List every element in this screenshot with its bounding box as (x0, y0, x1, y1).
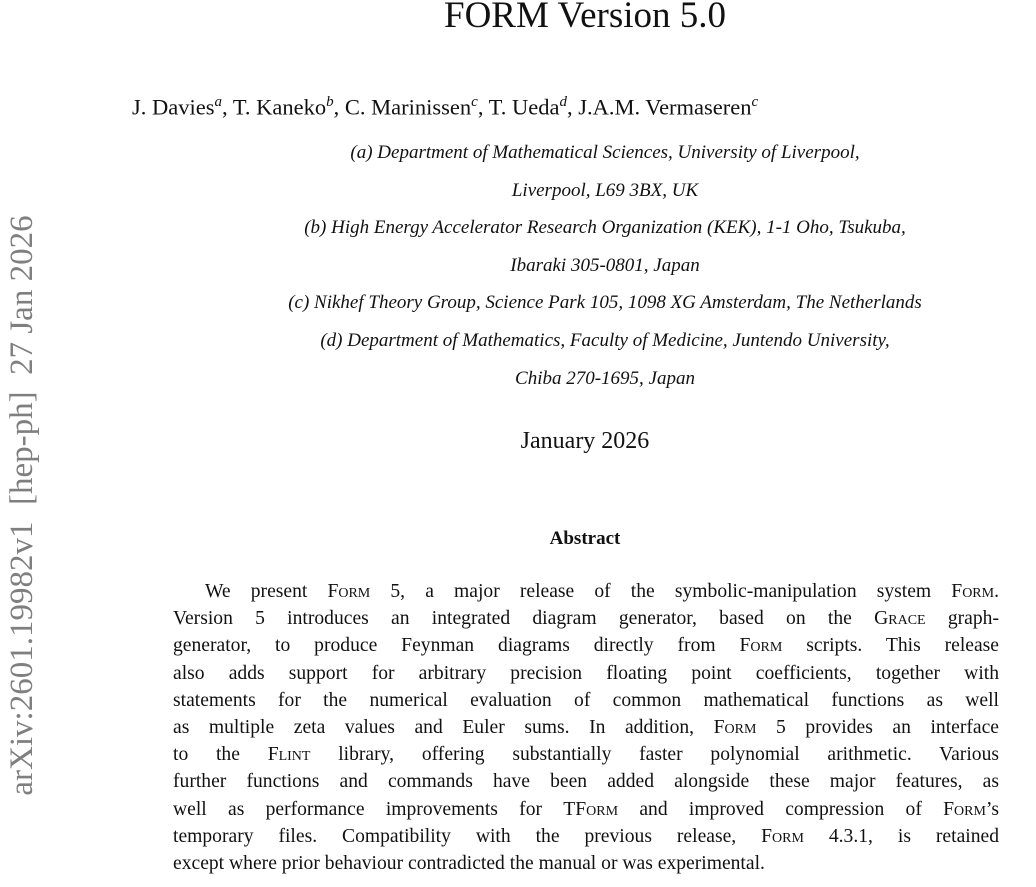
abstract-line: statements for the numerical evaluation of common mathematical functions as well (173, 689, 999, 711)
abstract-line: also adds support for arbitrary precision floating point coefficients, together with (173, 662, 999, 684)
paper-title: FORM Version 5.0 (444, 0, 726, 36)
affiliation-line: (a) Department of Mathematical Sciences, University of Liverpool, (350, 142, 860, 163)
software-name: Grace (874, 608, 926, 630)
abstract-body (173, 578, 999, 877)
software-name: Form (761, 825, 804, 847)
abstract-line: We present Form 5, a major release of the symbolic-manipulation system Form. (205, 581, 999, 602)
affiliation-line: Chiba 270-1695, Japan (515, 367, 695, 389)
affiliation-line: Liverpool, L69 3BX, UK (511, 179, 699, 201)
affiliations (120, 140, 1036, 403)
affiliation-line: (c) Nikhef Theory Group, Science Park 105, 1098 XG Amsterdam, The Netherlands (288, 292, 922, 314)
software-name: Flint (267, 744, 311, 766)
affiliation-line: Ibaraki 305-0801, Japan (510, 254, 700, 276)
abstract-line: to the Flint library, offering substantially faster polynomial arithmetic. Various (173, 744, 999, 766)
affiliation-marker: c (751, 94, 759, 110)
arxiv-identifier: arXiv:2601.19982v1 [hep-ph] 27 Jan 2026 (4, 215, 40, 796)
abstract-line: except where prior behaviour contradicted the manual or was experimental. (173, 852, 765, 874)
author: J. Davies (132, 94, 215, 120)
affiliation-line: (d) Department of Mathematics, Faculty of Medicine, Juntendo University, (320, 329, 890, 351)
author: C. Marinissen (344, 94, 472, 120)
software-name: Form (327, 581, 371, 602)
affiliation-marker: c (471, 94, 478, 110)
affiliation-marker: b (326, 94, 334, 110)
author: T. Ueda (488, 94, 560, 120)
abstract-heading: Abstract (549, 528, 621, 549)
abstract-line: further functions and commands have been added alongside these major features, as (173, 771, 999, 793)
abstract-line: generator, to produce Feynman diagrams directly from Form scripts. This release (173, 635, 999, 657)
software-name: Form (739, 635, 783, 657)
software-name: TForm (563, 798, 619, 820)
affiliation-line: (b) High Energy Accelerator Research Organization (KEK), 1-1 Oho, Tsukuba, (304, 217, 906, 239)
software-name: Form (943, 798, 986, 820)
author: J.A.M. Vermaseren (578, 94, 752, 120)
author: T. Kaneko (232, 94, 327, 120)
abstract-line: as multiple zeta values and Euler sums. In addition, Form 5 provides an interface (173, 716, 999, 738)
affiliation-marker: a (214, 94, 222, 110)
date: January 2026 (520, 428, 650, 454)
affiliation-marker: d (559, 94, 567, 110)
software-name: Form (713, 716, 757, 738)
author-list: J. Davies$^a$, T. Kaneko$^b$, C. Marinissen$^c$, T. Ueda$^d$, J.A.M. Vermaseren$^c$ (132, 94, 759, 120)
abstract-line: temporary files. Compatibility with the previous release, Form 4.3.1, is retained (173, 825, 999, 847)
software-name: Form (951, 581, 995, 602)
abstract-line: Version 5 introduces an integrated diagram generator, based on the Grace graph- (173, 608, 999, 630)
abstract-line: well as performance improvements for TForm and improved compression of Form’s (173, 798, 999, 820)
